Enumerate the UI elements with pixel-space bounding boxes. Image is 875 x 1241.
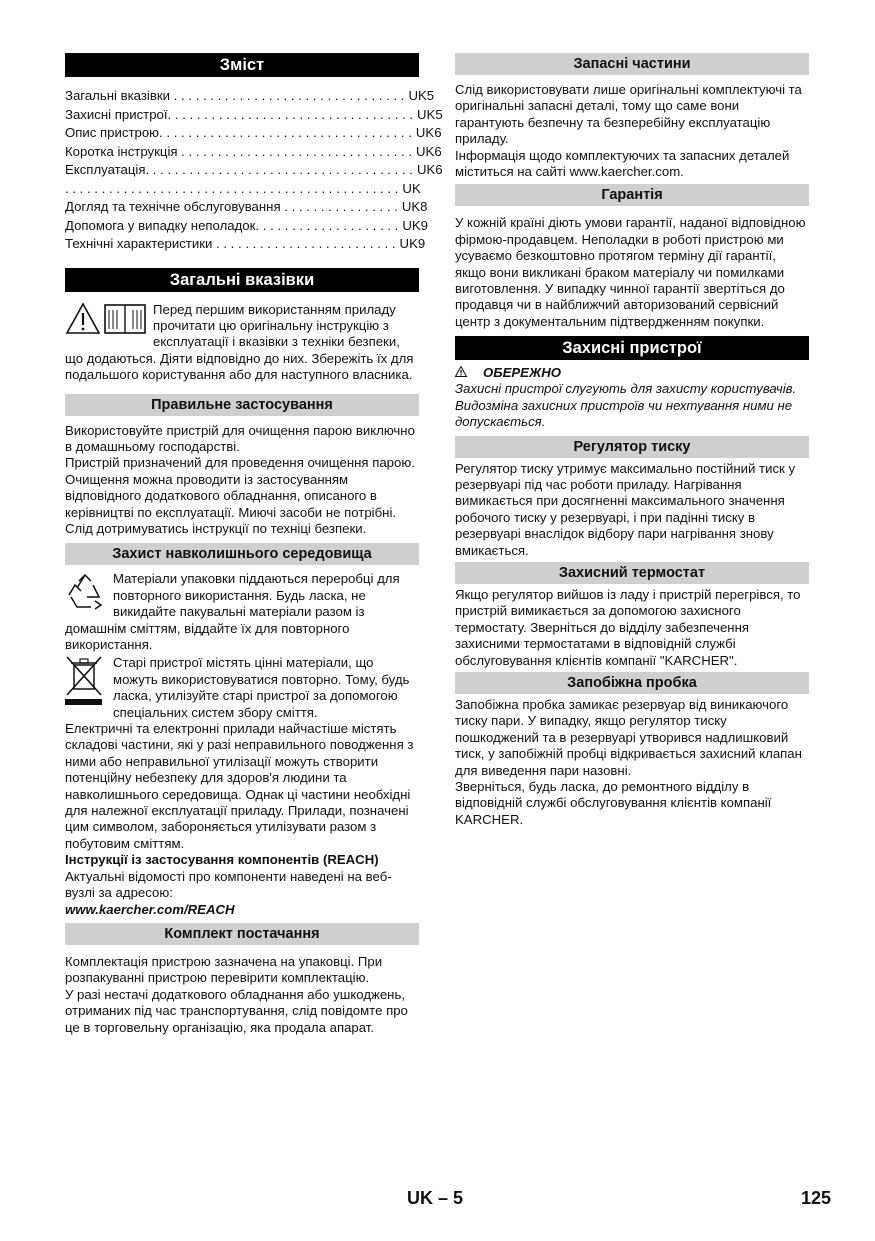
toc-row[interactable]	[65, 143, 442, 162]
electric-text: Електричні та електронні прилади найчастіше містять складові частини, які у разі неправильного поводження з ними або неправильної утилізації можуть створити потенційну небезпеку для здоров'я людини та навколишнього середовища. Однак ці частини необхідні для належної експлуатації приладу. Прилади, позначені цим символом, забороняється утилізувати разом з побутовим сміттям.	[65, 721, 414, 851]
proper-use-text-1: Використовуйте пристрій для очищення парою виключно в домашньому господарстві.	[65, 422, 415, 454]
safety-plug-heading: Запобіжна пробка	[455, 672, 809, 694]
safety-plug-text-1: Запобіжна пробка замикає резервуар від виникаючого тиску пари. У випадку, якщо регулятор тиску пошкоджений та в резервуарі утворився надлишковий тиск, у запобіжній пробці відкривається захисний клапан для виведення пари назовні.	[455, 696, 802, 778]
delivery-text-2: У разі нестачі додаткового обладнання або ушкоджень, отриманих під час транспортування, слід повідомте про це в торговельну організацію, яка продала апарат.	[65, 986, 408, 1035]
toc-entry-lang: UK	[416, 143, 435, 159]
delivery-heading: Комплект постачання	[65, 923, 419, 945]
toc-row[interactable]	[65, 124, 442, 143]
toc-entry-lang: UK	[401, 199, 421, 214]
safety-plug-text-2: Зверніться, будь ласка, до ремонтного відділу в відповідній службі обслуговування клієнтів компанії KARCHER.	[455, 779, 772, 827]
toc-entry-title: Загальні вказівки . . . . . . . . . . . . . . . . . . . . . . . . . . . . . . . .	[65, 88, 405, 103]
toc-entry-title: Опис пристрою. . . . . . . . . . . . . . . . . . . . . . . . . . . . . . . . . . .	[65, 125, 412, 140]
general-heading: Загальні вказівки	[65, 268, 419, 292]
toc-entry-page: 6	[434, 125, 442, 140]
toc-entry-page: 9	[417, 236, 426, 251]
reach-title: Інструкції із застосування компонентів (REACH)	[65, 852, 379, 868]
toc-row[interactable]	[65, 180, 419, 199]
crossed-bin-icon	[65, 655, 103, 710]
toc-entry-lang: UK	[408, 88, 427, 103]
toc-entry-title: Експлуатація. . . . . . . . . . . . . . . . . . . . . . . . . . . . . . . . . . . . .	[65, 162, 413, 177]
footer-page-number: 125	[801, 1188, 832, 1208]
caution-text-label: ОБЕРЕЖНО	[483, 365, 561, 381]
caution-label	[455, 364, 809, 381]
toc-row[interactable]	[65, 198, 428, 217]
toc-entry-lang: UK	[402, 217, 421, 233]
toc-entry-title: Коротка інструкція . . . . . . . . . . . . . . . . . . . . . . . . . . . . . . . .	[65, 143, 413, 159]
toc-entry-lang: UK	[416, 162, 436, 177]
footer-section-label: UK – 5	[407, 1188, 464, 1208]
general-intro-text: Перед першим використанням приладу прочитати цю оригінальну інструкцію з експлуатації і вказівки з техніки безпеки, що додаються. Діяти відповідно до них. Збережіть їх для подальшого користування або для наступного власника.	[65, 301, 414, 383]
toc-row[interactable]	[65, 235, 426, 254]
table-of-contents	[65, 87, 443, 254]
warranty-heading: Гарантія	[455, 184, 809, 206]
toc-entry-page: 5	[435, 106, 443, 122]
pressure-regulator-text: Регулятор тиску утримує максимально постійний тиск у резервуарі під час роботи приладу. Нагрівання вимикається при досягненні максимального значення робочого тиску у резервуарі, і при падінні тиску в резервуарі внаслідок відбору пари нагрівання знову вмикається.	[455, 460, 796, 558]
toc-entry-lang: UK	[415, 125, 435, 140]
caution-text: Захисні пристрої слугують для захисту користувачів. Видозміна захисних пристроїв чи нехтування ними не допускається.	[455, 381, 797, 430]
proper-use-heading: Правильне застосування	[65, 394, 419, 416]
weee-block	[65, 655, 419, 721]
toc-row[interactable]	[65, 161, 443, 180]
general-intro-block	[65, 302, 419, 384]
right-column	[455, 53, 809, 828]
recycle-block	[65, 571, 419, 653]
toc-entry-lang: UK	[402, 180, 421, 196]
spare-parts-text-1: Слід використовувати лише оригінальні комплектуючі та оригінальні запасні деталі, тому що саме вони гарантують безпечну та безперебійну експлуатацію приладу.	[455, 82, 802, 147]
reach-text: Актуальні відомості про компоненти наведені на веб-вузлі за адресою:	[65, 868, 392, 901]
toc-entry-page: 8	[420, 199, 428, 214]
toc-entry-title: Догляд та технічне обслуговування . . . . . . . . . . . . . . . .	[65, 199, 398, 214]
toc-entry-page: 9	[420, 217, 428, 233]
toc-entry-page: 5	[426, 88, 435, 103]
reach-link[interactable]: www.kaercher.com/REACH	[65, 901, 235, 917]
weee-text: Старі пристрої містять цінні матеріали, що можуть використовуватися повторно. Тому, будь ласка, утилізуйте старі пристрої за допомогою спеціальних систем збору сміття.	[113, 655, 410, 720]
toc-row[interactable]	[65, 106, 443, 125]
warning-book-icon	[65, 302, 147, 341]
toc-entry-lang: UK	[417, 106, 436, 122]
toc-row[interactable]	[65, 87, 435, 106]
thermostat-heading: Захисний термостат	[455, 562, 809, 584]
toc-row[interactable]	[65, 217, 428, 236]
warning-triangle-icon	[455, 364, 471, 381]
delivery-text-1: Комплектація пристрою зазначена на упаковці. При розпакуванні пристрою перевірити комплектацію.	[65, 953, 383, 986]
toc-entry-lang: UK	[399, 236, 418, 251]
toc-entry-title: Захисні пристрої. . . . . . . . . . . . . . . . . . . . . . . . . . . . . . . . . .	[65, 106, 414, 122]
recycle-icon	[65, 571, 105, 616]
spare-parts-heading: Запасні частини	[455, 53, 809, 75]
toc-entry-page: 6	[435, 162, 443, 177]
thermostat-text: Якщо регулятор вийшов із ладу і пристрій перегрівся, то пристрій вимикається за допомогою захисного термостату. Зверніться до відділу забезпечення захисними термостатами в відповідній службі обслуговування клієнтів компанії "KARCHER".	[455, 586, 801, 668]
left-column	[65, 53, 443, 1036]
warranty-text: У кожній країні діють умови гарантії, наданої відповідною фірмою-продавцем. Неполадки в роботі пристрою ми усуваємо безкоштовно протягом терміну дії гарантії, якщо вони викликані браком матеріалу чи помилками виготовлення. У випадку чинної гарантії звертіться до продавця чи в найближчий авторизований сервісний центр з документальним підтвердженням покупки.	[455, 215, 806, 329]
environment-heading: Захист навколишнього середовища	[65, 543, 419, 565]
toc-entry-title: . . . . . . . . . . . . . . . . . . . . . . . . . . . . . . . . . . . . . . . . . . . . . .	[65, 180, 399, 196]
spare-parts-text-2: Інформація щодо комплектуючих та запасних деталей міститься на сайті www.kaercher.com.	[455, 147, 790, 180]
toc-heading: Зміст	[65, 53, 419, 77]
toc-entry-title: Допомога у випадку неполадок. . . . . . . . . . . . . . . . . . . .	[65, 217, 399, 233]
proper-use-text-2: Пристрій призначений для проведення очищення парою. Очищення можна проводити із застосуванням відповідного додаткового обладнання, описаного в керівництві по експлуатації. Миючі засоби не потрібні. Слід дотримуватись інструкції по техніці безпеки.	[65, 455, 415, 536]
safety-heading: Захисні пристрої	[455, 336, 809, 360]
toc-entry-page: 6	[434, 143, 442, 159]
toc-entry-title: Технічні характеристики . . . . . . . . . . . . . . . . . . . . . . . . .	[65, 236, 396, 251]
pressure-regulator-heading: Регулятор тиску	[455, 436, 809, 458]
recycle-text: Матеріали упаковки піддаються переробці для повторного використання. Будь ласка, не викидайте пакувальні матеріали разом із домашнім сміттям, віддайте їх для повторного використання.	[65, 571, 400, 652]
